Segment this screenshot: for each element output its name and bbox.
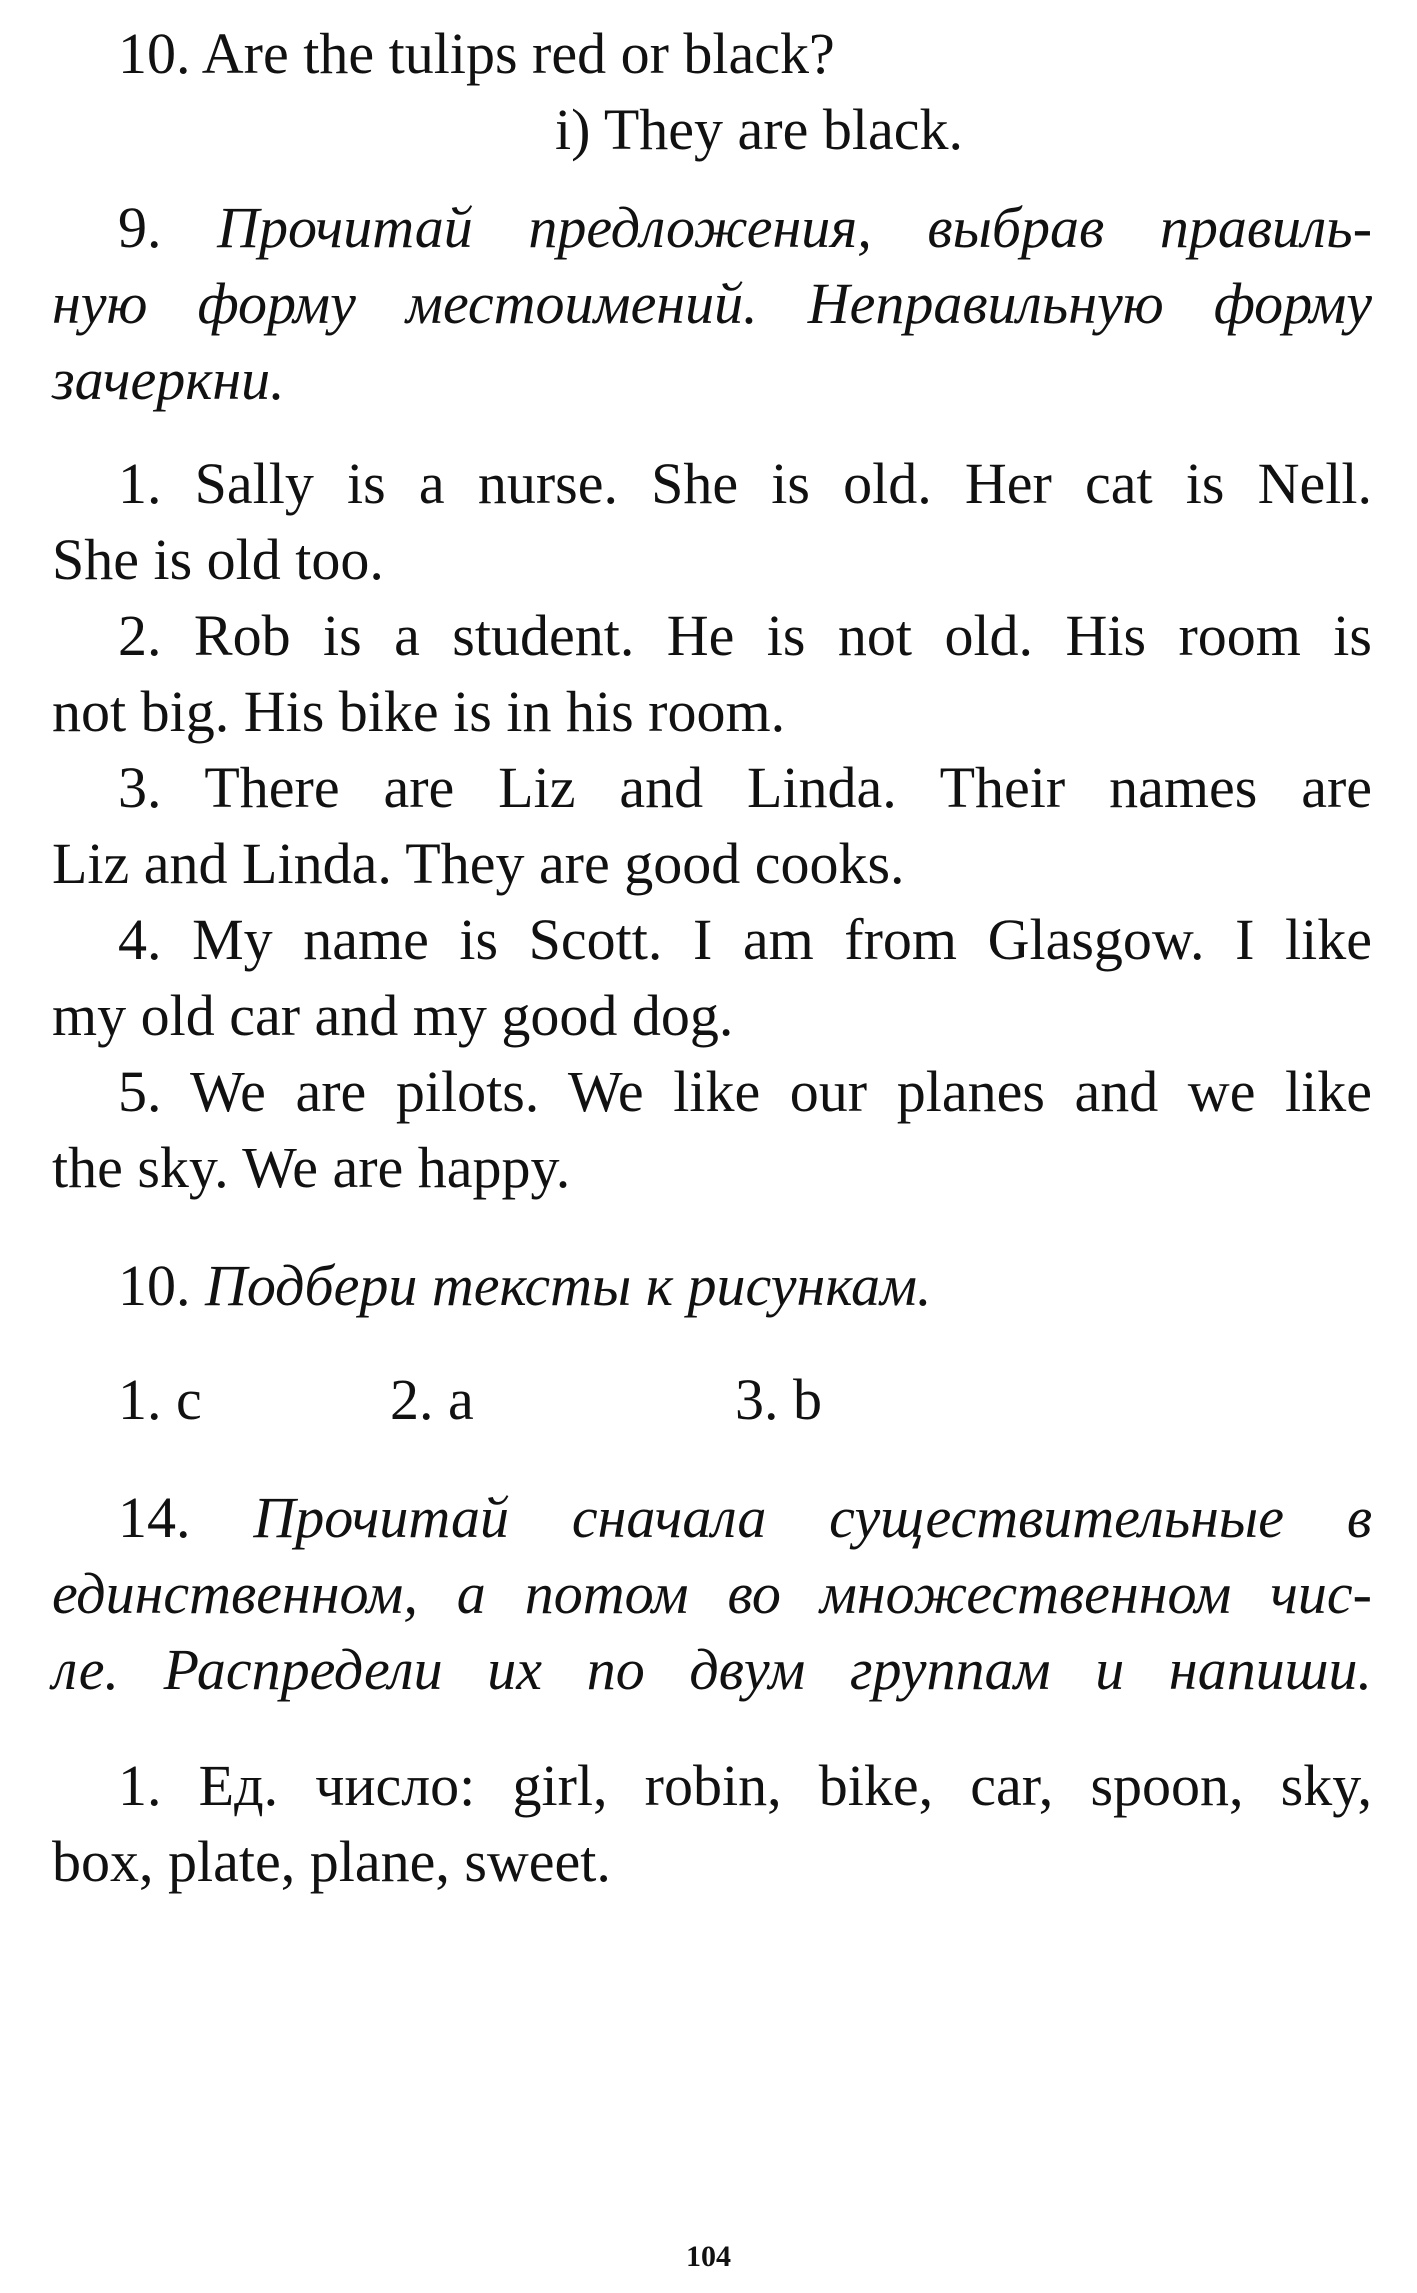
task14-instruction-line-3: ле. Распредели их по двум группам и напиши. [52, 1637, 1372, 1702]
task14-item-1-line-2: box, plate, plane, sweet. [52, 1829, 611, 1894]
task10-instruction: 10. Подбери тексты к рисункам. [118, 1253, 932, 1318]
task14-instruction-line-2: единственном, а потом во множественном чис- [52, 1561, 1372, 1626]
prev-question: 10. Are the tulips red or black? [118, 21, 835, 86]
prev-answer: i) They are black. [555, 97, 963, 162]
task10-answer-1: 1. c [118, 1367, 202, 1432]
task9-sentence-3-line-1: 3. There are Liz and Linda. Their names are [118, 755, 1372, 820]
task9-sentence-2-line-1: 2. Rob is a student. He is not old. His room is [118, 603, 1372, 668]
task9-number: 9. [118, 195, 162, 260]
task9-instruction-line-3: зачеркни. [52, 347, 285, 412]
task10-number: 10. [118, 1253, 191, 1318]
task10-answer-2: 2. a [390, 1367, 474, 1432]
task9-sentence-4-line-1: 4. My name is Scott. I am from Glasgow. I like [118, 907, 1372, 972]
task9-sentence-3-line-2: Liz and Linda. They are good cooks. [52, 831, 905, 896]
task9-sentence-2-line-2: not big. His bike is in his room. [52, 679, 786, 744]
page-number: 104 [686, 2240, 731, 2273]
task14-number: 14. [118, 1485, 191, 1550]
task14-instruction-line-1: 14. Прочитай сначала существительные в [118, 1485, 1372, 1550]
task14-item-1-line-1: 1. Ед. число: girl, robin, bike, car, spoon, sky, [118, 1753, 1372, 1818]
task9-sentence-4-line-2: my old car and my good dog. [52, 983, 734, 1048]
task9-sentence-1-line-1: 1. Sally is a nurse. She is old. Her cat is Nell. [118, 451, 1372, 516]
task9-sentence-5-line-1: 5. We are pilots. We like our planes and we like [118, 1059, 1372, 1124]
task9-instruction-line-2: ную форму местоимений. Неправильную форму [52, 271, 1372, 336]
task10-answer-3: 3. b [735, 1367, 822, 1432]
task9-sentence-5-line-2: the sky. We are happy. [52, 1135, 571, 1200]
task9-instruction-line-1: 9. Прочитай предложения, выбрав правиль- [118, 195, 1373, 260]
task9-sentence-1-line-2: She is old too. [52, 527, 384, 592]
